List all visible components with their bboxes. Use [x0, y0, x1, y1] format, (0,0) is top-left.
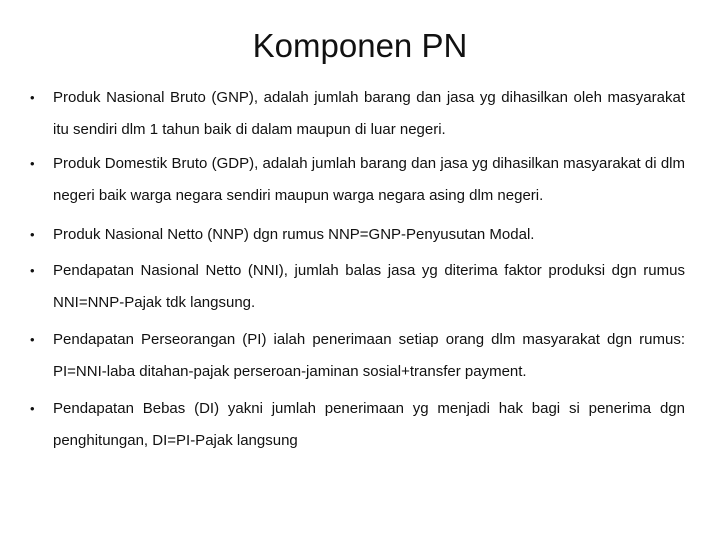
bullet-dot-icon: •: [30, 90, 35, 105]
bullet-dot-icon: •: [30, 332, 35, 347]
bullet-text-nnp: Produk Nasional Netto (NNP) dgn rumus NNP=GNP-Penyusutan Modal.: [53, 226, 535, 243]
bullet-text-gdp: Produk Domestik Bruto (GDP), adalah jumlah barang dan jasa yg dihasilkan masyarakat di dlm negeri baik warga negara sendiri maupun warga negara asing dlm negeri.: [53, 155, 685, 204]
bullet-dot-icon: •: [30, 227, 35, 242]
slide-title: Komponen PN: [252, 27, 468, 64]
bullet-text-di: Pendapatan Bebas (DI) yakni jumlah penerimaan yg menjadi hak bagi si penerima dgn penghitungan, DI=PI-Pajak langsung: [53, 400, 685, 449]
bullet-text-pi: Pendapatan Perseorangan (PI) ialah penerimaan setiap orang dlm masyarakat dgn rumus: PI=NNI-laba ditahan-pajak perseroan-jaminan sosial+transfer payment.: [53, 331, 685, 380]
bullet-dot-icon: •: [30, 156, 35, 171]
bullet-dot-icon: •: [30, 401, 35, 416]
bullet-dot-icon: •: [30, 263, 35, 278]
bullet-text-nni: Pendapatan Nasional Netto (NNI), jumlah balas jasa yg diterima faktor produksi dgn rumus NNI=NNP-Pajak tdk langsung.: [53, 262, 685, 311]
bullet-text-gnp: Produk Nasional Bruto (GNP), adalah jumlah barang dan jasa yg dihasilkan oleh masyarakat itu sendiri dlm 1 tahun baik di dalam maupun di luar negeri.: [53, 89, 685, 138]
